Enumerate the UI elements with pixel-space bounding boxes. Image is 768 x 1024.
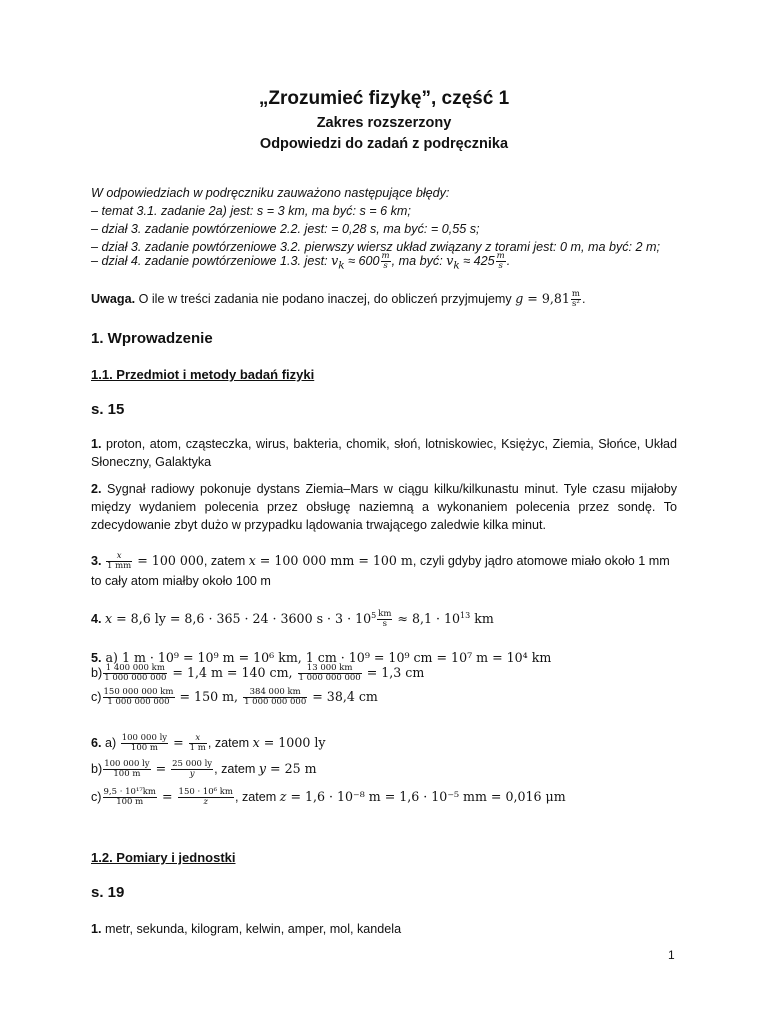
fraction: $\frac{x}{1 mm}$ xyxy=(107,551,132,572)
answer-b1: 1. metr, sekunda, kilogram, kelwin, amper, mol, kandela xyxy=(91,922,402,936)
answer-5c: c) $\frac{150 000 000 km}{1 000 000 000}$ = 150 m, $\frac{384 000 km}{1 000 000 000}$ = 38,4 cm xyxy=(91,687,378,708)
answer-2: 2. Sygnał radiowy pokonuje dystans Ziemia–Mars w ciągu kilku/kilkunastu minut. Tyle czasu mijałoby między wydaniem polecenia przez obsługę naziemną a wykonaniem polecenia przez sondę. To zdecydowanie zbyt dużo w przypadku lądowania trwającego zaledwie kilka minut. xyxy=(91,482,677,532)
document-subtitle-scope: Zakres rozszerzony xyxy=(316,115,452,131)
errata-item-1: – temat 3.1. zadanie 2a) jest: s = 3 km, ma być: s = 6 km; xyxy=(91,204,411,218)
errata-item-2: – dział 3. zadanie powtórzeniowe 2.2. jest: = 0,28 s, ma być: = 0,55 s; xyxy=(91,222,480,236)
answer-6c: c) $\frac{\text{9,5 · 10¹⁷km}}{100 m}$ = $\frac{\text{150 · 10⁶ km}}{z}$ , zatem z = 1,6 · 10⁻⁸ m = 1,6 · 10⁻⁵ mm = 0,016 μm xyxy=(91,787,566,808)
fraction: $\frac{13 000 km}{1 000 000 000}$ xyxy=(298,663,361,684)
fraction: $\frac{x}{1 m}$ xyxy=(189,733,206,754)
fraction: $\frac{384 000 km}{1 000 000 000}$ xyxy=(244,687,307,708)
answer-3: 3. $\frac{x}{1 mm}$ = 100 000, zatem x = 100 000 mm = 100 m, czyli gdyby jądro atomowe miało około 1 mm xyxy=(91,551,670,572)
fraction: $\frac{\text{9,5 · 10¹⁷km}}{100 m}$ xyxy=(103,787,156,808)
unit-fraction: $\frac{m}{s}$ xyxy=(496,251,505,272)
fraction: $\frac{25 000 ly}{y}$ xyxy=(172,759,213,780)
page-ref-heading-15: s. 15 xyxy=(91,401,125,418)
section-heading-1-1: 1.1. Przedmiot i metody badań fizyki xyxy=(91,367,315,382)
errata-item-4: – dział 4. zadanie powtórzeniowe 1.3. jest: $v_k \approx 600$ $\frac{m}{s}$ , ma być: $v_k \approx 425$ $\frac{m}{s}$ . xyxy=(91,251,511,272)
answer-3-line-2: to cały atom miałby około 100 m xyxy=(91,574,271,588)
fraction: $\frac{\text{150 · 10⁶ km}}{z}$ xyxy=(178,787,233,808)
document-subtitle-answers: Odpowiedzi do zadań z podręcznika xyxy=(259,136,509,152)
page-ref-heading-19: s. 19 xyxy=(91,884,125,901)
errata-intro: W odpowiedziach w podręczniku zauważono następujące błędy: xyxy=(91,186,450,200)
section-heading-1-2: 1.2. Pomiary i jednostki xyxy=(91,850,236,865)
answer-5a: 5. a) 1 m · 10⁹ = 10⁹ m = 10⁶ km, 1 cm · 10⁹ = 10⁹ cm = 10⁷ m = 10⁴ km xyxy=(91,650,552,665)
answer-5b: b) $\frac{1 400 000 km}{1 000 000 000}$ = 1,4 m = 140 cm, $\frac{13 000 km}{1 000 000 000}$ = 1,3 cm xyxy=(91,663,425,684)
unit-fraction: $\frac{m}{\text{s²}}$ xyxy=(571,289,580,310)
errata-item-3: – dział 3. zadanie powtórzeniowe 3.2. pierwszy wiersz układ związany z torami jest: 0 m, ma być: 2 m; xyxy=(91,240,661,254)
answer-6a: 6. a) $\frac{100 000 ly}{100 m}$ = $\frac{x}{1 m}$ , zatem x = 1000 ly xyxy=(91,733,326,754)
unit-fraction: $\frac{m}{s}$ xyxy=(381,251,390,272)
page-number: 1 xyxy=(668,948,675,962)
unit-fraction: $\frac{km}{s}$ xyxy=(378,609,392,630)
answer-6b: b) $\frac{100 000 ly}{100 m}$ = $\frac{25 000 ly}{y}$ , zatem y = 25 m xyxy=(91,759,317,780)
fraction: $\frac{100 000 ly}{100 m}$ xyxy=(104,759,150,780)
note-paragraph: Uwaga. O ile w treści zadania nie podano inaczej, do obliczeń przyjmujemy g = 9,81 $\frac{m}{\text{s²}}$ . xyxy=(91,289,586,310)
document-title: „Zrozumieć fizykę”, część 1 xyxy=(258,88,510,109)
answer-4: 4. x = 8,6 ly = 8,6 · 365 · 24 · 3600 $s \cdot 3 \cdot 10^5$ $\frac{km}{s}$ ≈ $8,1 \cdot 10^{13}$ km xyxy=(91,609,494,630)
answer-1: 1. proton, atom, cząsteczka, wirus, bakteria, chomik, słoń, lotniskowiec, Księżyc, Ziemia, Słońce, Układ Słoneczny, Galaktyka xyxy=(91,437,677,469)
fraction: $\frac{150 000 000 km}{1 000 000 000}$ xyxy=(103,687,174,708)
fraction: $\frac{100 000 ly}{100 m}$ xyxy=(121,733,168,754)
chapter-heading: 1. Wprowadzenie xyxy=(91,330,213,347)
fraction: $\frac{1 400 000 km}{1 000 000 000}$ xyxy=(104,663,167,684)
